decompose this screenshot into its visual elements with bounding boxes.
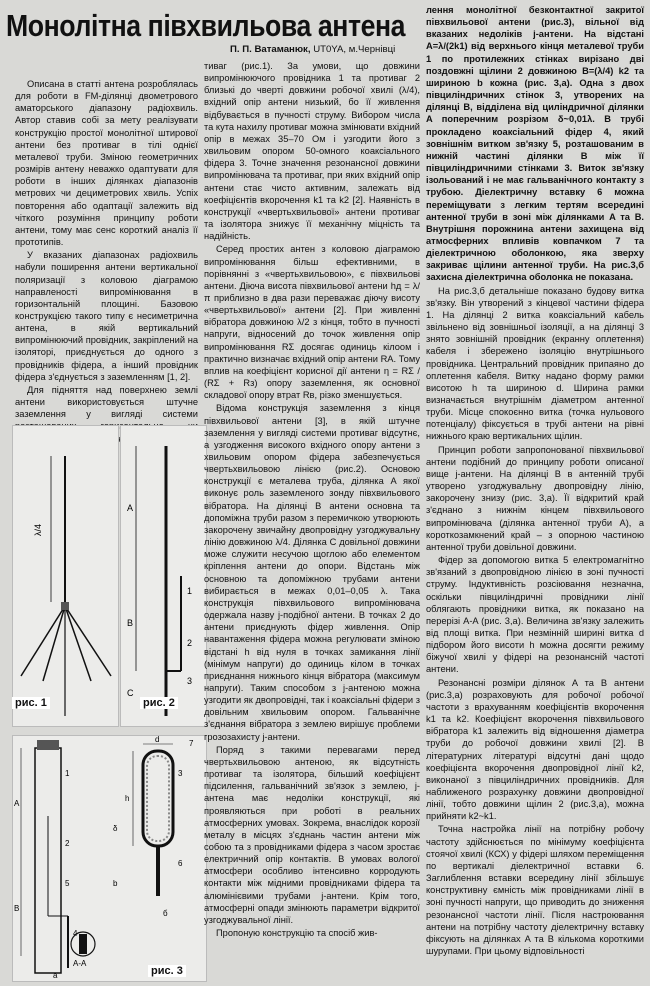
fig3-sublabel-b: б bbox=[163, 909, 168, 918]
fig2-label-b: B bbox=[127, 618, 134, 628]
fig3-label-delta: δ bbox=[113, 824, 118, 833]
column-3 bbox=[426, 4, 644, 957]
paragraph: На рис.3,б детальніше показано будову витка зв'язку. Він утворений з кінцевої частини фідера 1. На ділянці 2 витка коаксіальний кабель звільнено від зовнішньої ізоляції, а на ділянці 3 знято зовнішній провідник (екранну оплетення) кабеля і збережено ізоляцію внутрішнього провідника. Центральний провідник припаяно до оплетення кабеля. Витку надано форму рамки висотою h та шириною d. Ширина рамки визначається внутрішнім діаметром антенної труби. Місце спокоєнно витка (точка нульового потенціалу) фіксується в трубі антени на рівні нижнього краю вертикальних щілин. bbox=[426, 285, 644, 442]
paragraph: Поряд з такими перевагами перед чвертьхвильовою антеною, як відсутність противаг та ізолятора, більший коефіцієнт підсилення, гальванічний зв'язок з землею, j-антена має недоліки конструкції, які проявляються при роботі в реальних атмосферних умовах. Зокрема, внаслідок корозії металу в місцях з'єднань частин антени між собою та з провідниками фідера з часом зростає електричний опір контактів. В умовах вологої атмосфери особливо інтенсивно корродують контакти між мідними провідниками фідера та алюмінієвими трубами j-антени. Крім того, атмосферні опади змінюють параметри відкритої узгоджувальної лінії. bbox=[204, 744, 420, 925]
fig3-label-1: 1 bbox=[65, 769, 70, 778]
fig3-section-label: A-A bbox=[73, 959, 87, 968]
paragraph: Принцип роботи запропонованої півхвильової антени подібний до принципу роботи описаної вище j-антени. На ділянці B в антенній трубі утворено узгоджувальну двопровідну лінію, закорочену знизу (рис. 3,а). Її відкритий край з'єднано з нижнім кінцем півхвильового випромінювача (ділянка антенної труби A), а короткозамкнений край – з опорною частиною антенної труби довільної довжини. bbox=[426, 444, 644, 552]
fig3-label-5: 5 bbox=[65, 879, 70, 888]
fig3-label-4: 4 bbox=[73, 929, 78, 938]
column-1 bbox=[15, 78, 198, 457]
paragraph: Для підняття над поверхнею землі антени використовується штучне заземлення у вигляді системи bbox=[15, 384, 198, 420]
paragraph: тиваг (рис.1). За умови, що довжини випромінюючого провідника 1 та противаг 2 близькі до чверті довжини робочої хвилі (λ/4), вхідний опір антени низький, бо її живлення відбувається в пучності струму. Вибором числа та кута нахилу противаг можна змінювати вхідний опір в межах 35–70 Ом і узгодити його з хвильовим опором 50-омного коаксіального фідера 3. Точне значення резонансної довжини випромінювача та противаг, при яких вхідний опір антени стає чисто активним, залежать від коефіцієнтів вкорочення k1 та k2 [2]. Наявність в конструкції «чвертьхвильової» антени противаг та ізолятора знижує її механічну міцність та надійність. bbox=[204, 61, 420, 242]
figure-3 bbox=[12, 735, 207, 982]
fig3-label-h: h bbox=[125, 794, 130, 803]
fig3-label-3: 3 bbox=[178, 769, 183, 778]
fig2-label-2: 2 bbox=[187, 638, 193, 648]
paragraph: У вказаних діапазонах радіохвиль набули поширення антени вертикальної поляризації з коловою діаграмою направленості випромінювання в горизонтальній площині. Базовою конструкцією такого типу є несиметрична антена, в якій вертикальний випромінюючий провідник, закріплений на ізоляторі, приєднується до одного з провідників фідера, а інший провідник фідера з'єднується з заземленням [1, 2]. bbox=[15, 250, 198, 382]
fig3-label-2: 2 bbox=[65, 839, 70, 848]
figure-2-label: рис. 2 bbox=[140, 697, 178, 709]
paragraph: Відома конструкція заземлення з кінця півхвильової антени [3], в якій штучне заземлення у вигляді системи противаг відсутнє, а узгодження високого вхідного опору антени з хвильовим опором фідера забезпечується чвертьхвильовою лінією (рис.2). Основою конструкції є металева труба, ділянка A якої виконує роль заземленого зонду півхвильового вібратора. На ділянці B антени основна та допоміжна труби разом з перемичкою утворюють закорочену звичайну двопровідну узгоджувальну лінію довжиною λ/4. Ділянка C довільної довжини може служити несучою щоглою або елементом кріплення антени до опори. Відстань між основною та допоміжною трубами антени вибирається в межах 0,01–0,05 λ. Така конструкція півхвильового випромінювача одержала назву j-подібної антени. В точках 2 до антени приєднують фідер живлення. Опір навантаження фідера можна регулювати зміною відстані h від нуля в точках замикання лінії (мінімум напруги) до одиниць кілом в точках приєднання нижнього кінця вібратора (максимум напруги). Таким способом з j-антеною можна узгодити як двопровідні, так і коаксіальні фідери з довільним хвильовим опором. Гальванічне з'єднання вібратора з землею вирішує проблеми грозозахисту j-антени. bbox=[204, 403, 420, 742]
figure-1-drawing bbox=[13, 426, 118, 726]
author-city: м.Чернівці bbox=[348, 44, 396, 55]
fig3-label-A: A bbox=[14, 799, 20, 808]
author-line bbox=[230, 44, 420, 55]
fig2-label-1: 1 bbox=[187, 586, 193, 596]
fig2-label-c: C bbox=[127, 688, 134, 698]
figure-2-drawing bbox=[121, 426, 206, 726]
figure-3-label: рис. 3 bbox=[148, 965, 186, 977]
paragraph: Точна настройка лінії на потрібну робочу частоту здійснюється по мінімуму коефіцієнта стоячої хвилі (КСХ) у фідері шляхом переміщення по вертикалі діелектричної вставки 6. Заглиблення вставки всередину лінії збільшує конструктивну ємність між провідниками лінії в зоні пучності напруги, що приводить до зниження резонансної частоти лінії. Після настроювання антени на потрібну частоту діелектричну вставку фіксують на ділянках A та B кількома короткими шурупами. При цьому відповільності bbox=[426, 824, 644, 957]
fig3-label-7: 7 bbox=[189, 739, 194, 748]
cap-7 bbox=[37, 740, 59, 750]
fig3-label-d: d bbox=[155, 736, 160, 744]
fig3-label-6: 6 bbox=[178, 859, 183, 868]
paragraph: Серед простих антен з коловою діаграмою випромінювання більш ефективними, в порівнянні з «чвертьхвильовою», є півхвильові антени. Діюча висота півхвильової антени hд = λ/π приблизно в два рази переважає діючу висоту «чвертьхвильової» антени [2]. При живленні вібратора довжиною λ/2 з кінця, тобто в пучності напруги, відносений до точок живлення опір випромінювання RΣ досягає одиниць кілоом і практично визначає вхідний опір антени RA. Тому вплив на коефіцієнт корисної дії антени η = RΣ / (RΣ + Rз) опору заземлення, як основної складової опору втрат Rв, різко зменшується. bbox=[204, 244, 420, 401]
column-2 bbox=[204, 60, 420, 939]
author-name: П. П. Ватаманюк, bbox=[230, 44, 311, 55]
article-title: Монолітна півхвильова антена bbox=[6, 8, 406, 43]
fig3-label-B: B bbox=[14, 904, 20, 913]
figure-2 bbox=[120, 425, 207, 727]
paragraph: Пропоную конструкцію та спосіб жив- bbox=[216, 928, 378, 939]
fig1-dimension: λ/4 bbox=[33, 523, 43, 536]
fig3-label-b: b bbox=[113, 879, 118, 888]
paragraph: Фідер за допомогою витка 5 електромагнітно зв'язаний з двопровідною лінією в зоні пучності струму. Індуктивність розсіювання незначна, оскільки півциліндричні провідники лінії облягають провідники витка, як показано на перерізі A-A (рис. 3,а). Величина зв'язку залежить від площі витка. При незмінній ширині витка d підбором його висоти h можна досягти режиму біжучої хвилі у фідері на резонансній частоті антени. bbox=[426, 555, 644, 675]
figure-1 bbox=[12, 425, 119, 727]
figure-3-drawing bbox=[13, 736, 206, 981]
fig3-sublabel-a: а bbox=[53, 971, 58, 980]
fig2-label-a: A bbox=[127, 503, 134, 513]
fig2-label-3: 3 bbox=[187, 676, 193, 686]
paragraph: Описана в статті антена розроблялась для роботи в FM-ділянці двометрового аматорського діапазону радіохвиль. Автор ставив собі за мету реалізувати конструкцію простої монолітної штирової антени без противаг в тілі однієї металевої труби. Зміною геометричних розмірів антену неважко одаптувати для роботи в інших ділянках діапазонів метрових чи дециметрових хвиль. Успіх повторення або одаптації залежить від чіткого розуміння принципу роботи антени, тому має сенс короткий аналіз її прототипів. bbox=[15, 79, 198, 248]
paragraph: Резонансні розміри ділянок A та B антени (рис.3,а) розраховують для робочої робочої частоти з врахуванням коефіцієнтів вкорочення k1 та k2. Коефіцієнт вкорочення півхвильового вібратора k1 залежить від відношення діаметра труби до робочої довжини хвилі [2]. В літературних літературі відсутні дані щодо коефіцієнта вкорочення двопровідної лінії k2, виконаної з півциліндричних провідників. Для наближеного розрахунку довжини двопровідної лінії, тобто довжини щілин 2 (рис.3,а), можна прийняти k2~k1. bbox=[426, 677, 644, 822]
paragraph: лення монолітної безконтактної закритої півхвильової антени (рис.3), вільної від вказаних недоліків j-антени. На відстані A=λ/(2k1) від верхнього кінця металевої труби 1 по протилежних стінках вирізано дві поздовжні щілини 2 довжиною B=(λ/4) k2 та шириною b кожна (рис. 3,а). Одна з двох півциліндричних стінок 3, утворених на ділянці B, відділена від циліндричної ділянки A поперечним розрізом δ~0,01λ. В трубі прокладено коаксіальний фідер 4, який зовнішнім витком зв'язку 5, розташованим в нижній частині ділянки B між її півциліндричними стінками 3. Виток зв'язку ізольований і не має гальванічного контакту з трубою. Діелектричну вставку 6 можна переміщувати з легким тертям всередині антенної труби в зоні між ділянками A та B. Внутрішня порожнина антени захищена від атмосферних впливів ковпачком 7 та діелектричною оболонкою, яка зверху закриває щілини антенної труби. На рис.3,б захисна діелектрична оболонка не показана. bbox=[426, 5, 644, 283]
figure-1-label: рис. 1 bbox=[12, 697, 50, 709]
author-callsign: UT0YA, bbox=[313, 44, 347, 55]
